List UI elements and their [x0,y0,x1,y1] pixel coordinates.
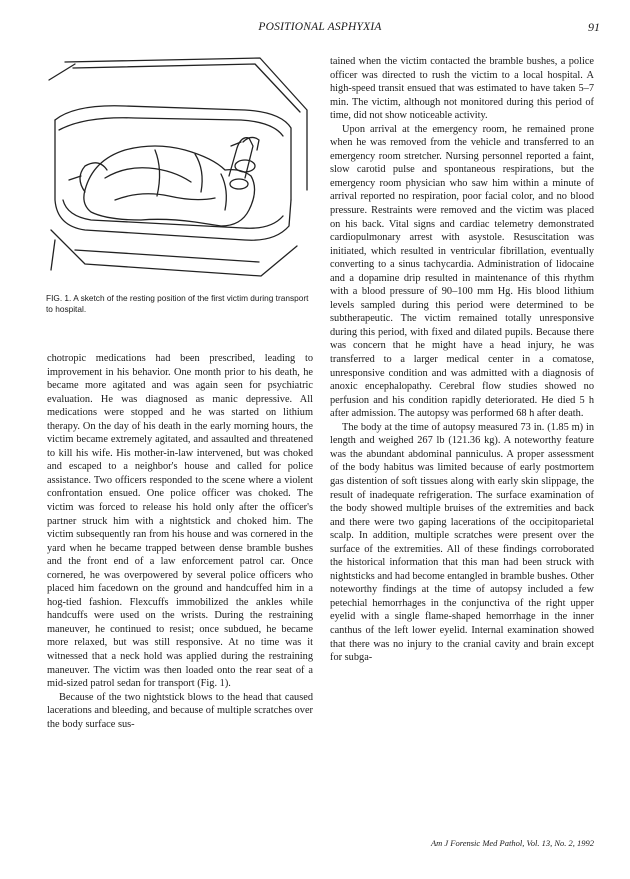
figure-1 [45,50,313,310]
running-title: POSITIONAL ASPHYXIA [258,21,382,33]
journal-citation: Am J Forensic Med Pathol, Vol. 13, No. 2, 1992 [430,838,594,848]
left-paragraph-1: chotropic medications had been prescribed, leading to improvement in his behavior. One month prior to his death, he became more agitated and was again seen for psychiatric evaluation. He was diagnosed as manic depressive. All medications were stopped and he was started on lithium therapy. On the day of his death in the early morning hours, the victim became extremely agitated, and assaulted and threatened to kill his wife. His mother-in-law intervened, but was choked and escaped to a neighbor's house and called for police assistance. Two officers responded to the scene where a violent confrontation ensued. One police officer was choked. The victim was forced to release his hold only after the officer's partner struck him with a nightstick and choked him. The victim subsequently ran from his house and was cornered in the yard when he became trapped between dense bramble bushes and the front end of a law enforcement patrol car. Once cornered, he was overpowered by several police officers who placed him facedown on the ground and handcuffed him in a hog-tied fashion. Flexcuffs immobilized the ankles while handcuffs were used on the wrists. During the restraining maneuver, he continued to resist; once subdued, he became more relaxed, but was still responsive. At no time was it witnessed that a neck hold was applied during the restraining maneuver. The victim was then loaded onto the rear seat of a mid-sized patrol sedan for transport (Fig. 1). [47,353,313,690]
figure-caption: FIG. 1. A sketch of the resting position of the first victim during transport to hospital. [46,293,309,314]
left-paragraph-2: Because of the two nightstick blows to the head that caused lacerations and bleeding, and because of multiple scratches over the body surface sus- [47,691,313,730]
right-paragraph-1: tained when the victim contacted the bramble bushes, a police officer was directed to rush the victim to a local hospital. A high-speed transit ensued that was estimated to have taken 5–7 min. The victim, although not monitored during this period of time, did not show noticeable activity. [330,56,594,122]
right-paragraph-3: The body at the time of autopsy measured 73 in. (1.85 m) in length and weighed 267 lb (121.36 kg). A noteworthy feature was the abundant abdominal panniculus. A proper assessment of the body habitus was limited because of early postmortem gas distention of soft tissues along with early skin slippage, the result of inadequate refrigeration. The surface examination of the body showed multiple bruises of the extremities and back and there were two gaping lacerations of the occipitoparietal scalp. In addition, multiple scratches were present over the surface of the extremities. All of these findings corroborated the historical information that this man had been struck with nightsticks and had become entangled in bramble bushes. Other noteworthy findings at the time of autopsy included a few petechial hemorrhages in the conjunctiva of the right upper eyelid with a single flame-shaped hemorrhage in the inner canthus of the left lower eyelid. Internal examination showed that there was no injury to the cranial cavity and brain except for subga- [330,421,594,664]
page-number: 91 [588,20,600,34]
right-column [330,55,594,665]
patrol-car-sketch [45,50,313,290]
left-column [47,352,313,731]
right-paragraph-2: Upon arrival at the emergency room, he remained prone when he was removed from the vehicle and transferred to an emergency room stretcher. Nursing personnel reported a faint, slow carotid pulse and spontaneous respirations, but the emergency room physician who saw him within a minute of arrival reported no respiration, poor facial color, and no blood pressure. Restraints were removed and the victim was placed on his back. Vital signs and cardiac telemetry demonstrated cardiopulmonary arrest with asystole. Resuscitation was initiated, which resulted in ventricular fibrillation, eventually converting to a sinus tachycardia. Administration of lidocaine and a dopamine drip resulted in maintenance of this rhythm with a blood pressure of 90–100 mm Hg. His blood lithium levels sampled during this period were determined to be subtherapeutic. The victim remained totally unresponsive during this period, with fixed and dilated pupils. Because there was concern that he might have a head injury, he was transferred to a larger medical center in a comatose, unresponsive condition and was admitted with a diagnosis of anoxic encephalopathy. Cerebral flow studies showed no perfusion and his condition rapidly deteriorated. He died 5 h after admission. The autopsy was performed 68 h after death. [330,123,594,420]
